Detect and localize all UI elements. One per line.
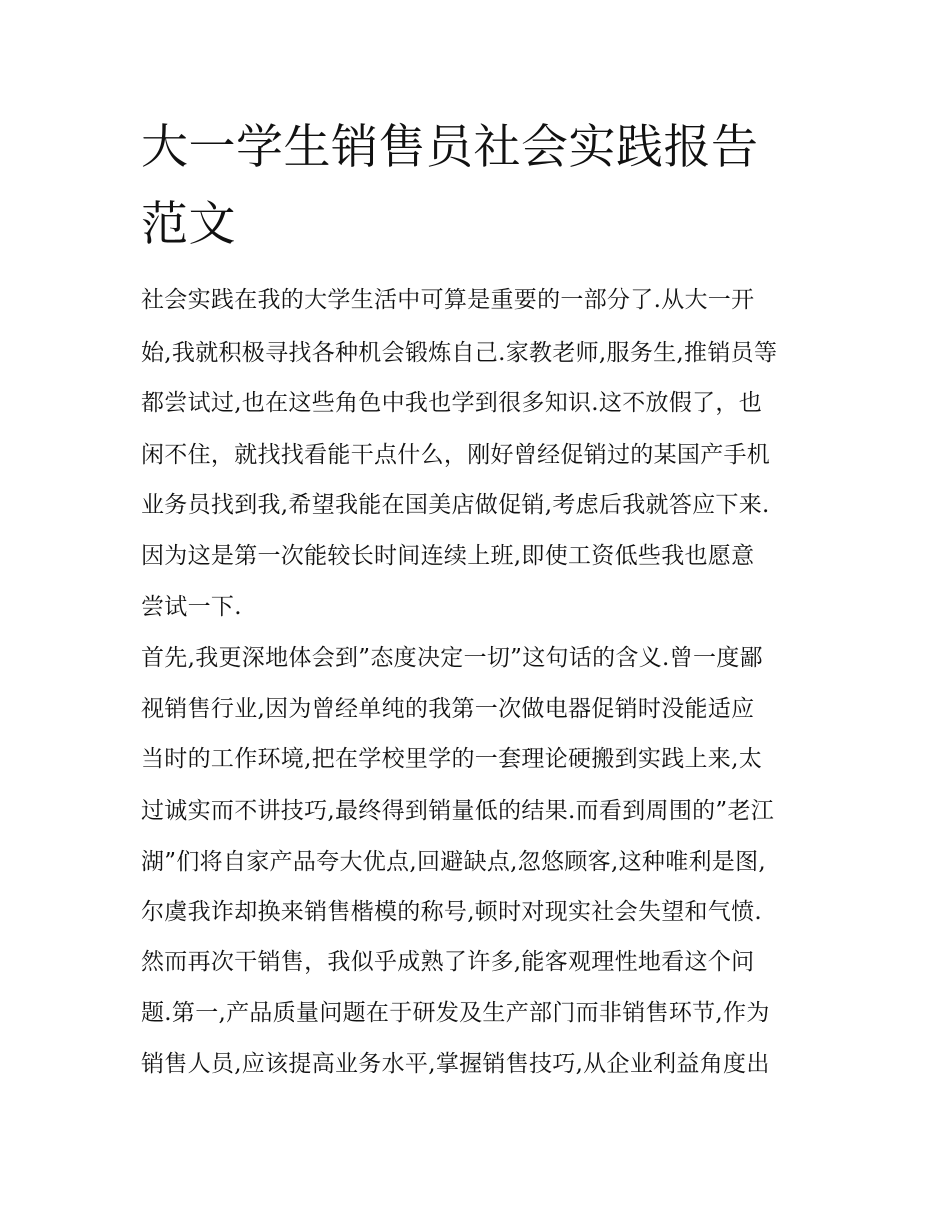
paragraph-line: 首先,我更深地体会到”态度决定一切”这句话的含义.曾一度鄙 (141, 645, 763, 671)
paragraph-line: 因为这是第一次能较长时间连续上班,即使工资低些我也愿意 (141, 543, 755, 569)
paragraph-line: 都尝试过,也在这些角色中我也学到很多知识.这不放假了，也 (141, 390, 763, 416)
document-title-line-2: 范文 (141, 197, 236, 252)
document-title-line-1: 大一学生销售员社会实践报告 (141, 120, 759, 175)
paragraph-line: 社会实践在我的大学生活中可算是重要的一部分了.从大一开 (141, 287, 755, 313)
paragraph-line: 尔虞我诈却换来销售楷模的称号,顿时对现实社会失望和气愤. (141, 899, 763, 925)
paragraph-line: 湖”们将自家产品夸大优点,回避缺点,忽悠顾客,这种唯利是图, (141, 849, 767, 875)
paragraph-line: 过诚实而不讲技巧,最终得到销量低的结果.而看到周围的”老江 (141, 798, 775, 824)
paragraph-line: 销售人员,应该提高业务水平,掌握销售技巧,从企业利益角度出 (141, 1051, 770, 1077)
paragraph-line: 始,我就积极寻找各种机会锻炼自己.家教老师,服务生,推销员等 (141, 340, 778, 366)
paragraph-line: 题.第一,产品质量问题在于研发及生产部门而非销售环节,作为 (141, 1000, 770, 1026)
paragraph-line: 业务员找到我,希望我能在国美店做促销,考虑后我就答应下来. (141, 492, 770, 518)
paragraph-line: 当时的工作环境,把在学校里学的一套理论硬搬到实践上来,太 (141, 746, 763, 772)
paragraph-line: 视销售行业,因为曾经单纯的我第一次做电器促销时没能适应 (141, 696, 755, 722)
paragraph-line: 尝试一下. (141, 594, 242, 620)
paragraph-line: 然而再次干销售，我似乎成熟了许多,能客观理性地看这个问 (141, 949, 755, 975)
paragraph-line: 闲不住，就找找看能干点什么，刚好曾经促销过的某国产手机 (141, 442, 771, 468)
